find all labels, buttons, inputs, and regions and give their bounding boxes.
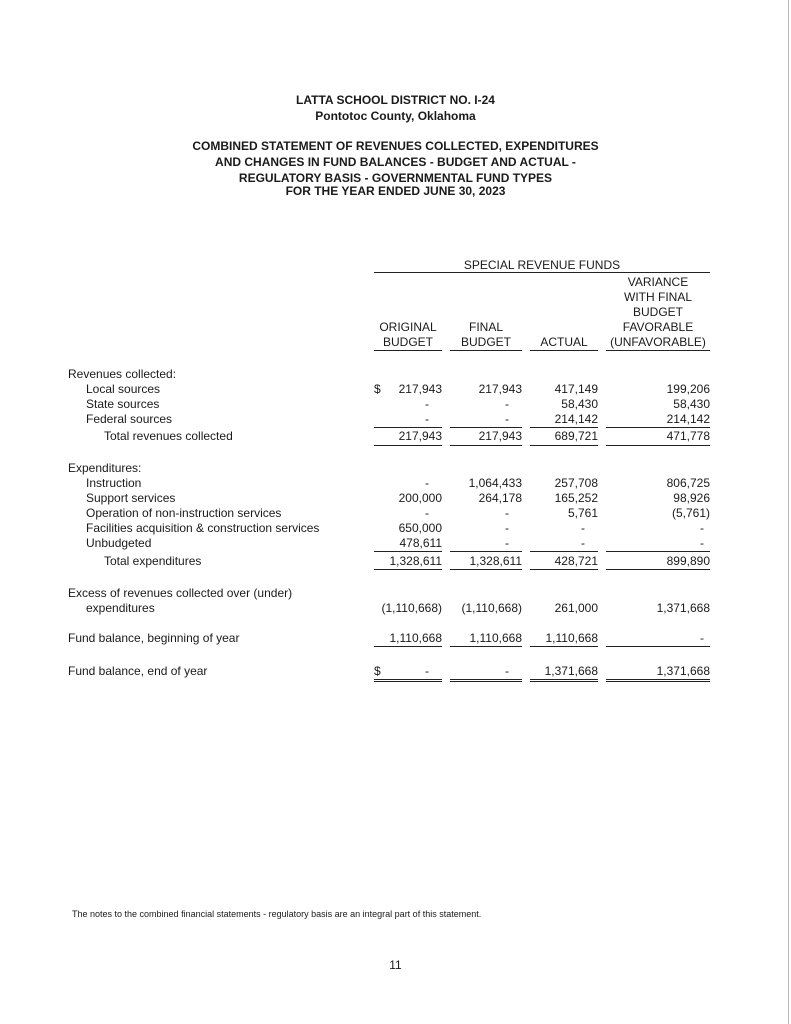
cell-original: - bbox=[425, 397, 429, 411]
cell-original: 200,000 bbox=[398, 491, 442, 505]
subtotal-rule bbox=[606, 646, 710, 647]
fund-group-heading: SPECIAL REVENUE FUNDS bbox=[463, 258, 621, 272]
cell-final: - bbox=[505, 521, 509, 535]
cell-actual: 689,721 bbox=[554, 429, 598, 443]
subtotal-rule bbox=[530, 646, 598, 647]
expenditures-heading: Expenditures: bbox=[68, 461, 142, 475]
cell-actual: 5,761 bbox=[567, 506, 598, 520]
cell-actual: 417,149 bbox=[554, 382, 598, 396]
cell-original: - bbox=[425, 506, 429, 520]
col-final-1: FINAL bbox=[468, 320, 503, 334]
cell-actual: 257,708 bbox=[554, 476, 598, 490]
cell-final: - bbox=[505, 664, 509, 678]
subtotal-rule bbox=[606, 551, 710, 552]
cell-original: 1,110,668 bbox=[389, 631, 442, 645]
cell-final: - bbox=[505, 536, 509, 550]
col-variance-2: WITH FINAL bbox=[624, 290, 692, 304]
cell-variance: 1,371,668 bbox=[656, 601, 710, 615]
cell-original: (1,110,668) bbox=[381, 601, 442, 615]
cell-variance: - bbox=[700, 521, 704, 535]
col-variance-5: (UNFAVORABLE) bbox=[610, 335, 706, 349]
excess-label-2: expenditures bbox=[86, 601, 155, 615]
cell-variance: 199,206 bbox=[666, 382, 710, 396]
subtotal-rule bbox=[530, 427, 598, 428]
row-label: Instruction bbox=[86, 476, 142, 490]
cell-final: - bbox=[505, 412, 509, 426]
cell-original: 478,611 bbox=[399, 536, 442, 550]
cell-final: 217,943 bbox=[478, 382, 522, 396]
cell-actual: 165,252 bbox=[554, 491, 598, 505]
total-expenditures-label: Total expenditures bbox=[104, 554, 202, 568]
cell-variance: 471,778 bbox=[666, 429, 710, 443]
row-label: Unbudgeted bbox=[86, 536, 152, 550]
cell-final: 1,110,668 bbox=[469, 631, 522, 645]
currency-symbol: $ bbox=[374, 664, 381, 678]
cell-final: - bbox=[505, 506, 509, 520]
row-label: Federal sources bbox=[86, 412, 173, 426]
grand-total-rule bbox=[450, 679, 522, 682]
page-number: 11 bbox=[389, 958, 402, 972]
total-rule bbox=[530, 445, 598, 446]
cell-actual: 214,142 bbox=[554, 412, 598, 426]
cell-final: 217,943 bbox=[478, 429, 522, 443]
total-revenues-label: Total revenues collected bbox=[104, 429, 233, 443]
row-label: Facilities acquisition & construction services bbox=[86, 521, 320, 535]
total-rule bbox=[606, 569, 710, 570]
cell-variance: 98,926 bbox=[673, 491, 710, 505]
statement-title-2: AND CHANGES IN FUND BALANCES - BUDGET AND ACTUAL - bbox=[215, 155, 576, 169]
cell-original: 650,000 bbox=[398, 521, 442, 535]
cell-final: (1,110,668) bbox=[461, 601, 522, 615]
col-original-rule bbox=[374, 350, 442, 351]
cell-actual: - bbox=[581, 521, 585, 535]
beginning-balance-label: Fund balance, beginning of year bbox=[68, 631, 240, 645]
cell-original: 217,943 bbox=[398, 429, 442, 443]
statement-title-1: COMBINED STATEMENT OF REVENUES COLLECTED, EXPENDITURES bbox=[192, 139, 599, 153]
district-name: LATTA SCHOOL DISTRICT NO. I-24 bbox=[296, 93, 495, 107]
cell-actual: - bbox=[581, 536, 585, 550]
group-rule bbox=[374, 272, 710, 273]
subtotal-rule bbox=[374, 427, 442, 428]
subtotal-rule bbox=[606, 427, 710, 428]
footnote: The notes to the combined financial statements - regulatory basis are an integral part of this statement. bbox=[72, 909, 482, 919]
currency-symbol: $ bbox=[374, 382, 381, 396]
total-rule bbox=[450, 569, 522, 570]
revenues-heading: Revenues collected: bbox=[68, 367, 177, 381]
county-name: Pontotoc County, Oklahoma bbox=[315, 109, 476, 123]
subtotal-rule bbox=[450, 646, 522, 647]
col-actual-rule bbox=[530, 350, 598, 351]
row-label: Support services bbox=[86, 491, 176, 505]
col-original-1: ORIGINAL bbox=[379, 320, 437, 334]
cell-actual: 428,721 bbox=[554, 554, 598, 568]
ending-balance-label: Fund balance, end of year bbox=[68, 664, 208, 678]
grand-total-rule bbox=[606, 679, 710, 682]
cell-original: 1,328,611 bbox=[389, 554, 442, 568]
col-variance-3: BUDGET bbox=[632, 305, 683, 319]
cell-actual: 1,110,668 bbox=[545, 631, 598, 645]
subtotal-rule bbox=[450, 427, 522, 428]
grand-total-rule bbox=[374, 679, 442, 682]
total-rule bbox=[450, 445, 522, 446]
cell-final: 264,178 bbox=[478, 491, 522, 505]
cell-final: - bbox=[505, 397, 509, 411]
col-actual: ACTUAL bbox=[540, 335, 588, 349]
subtotal-rule bbox=[530, 551, 598, 552]
total-rule bbox=[606, 445, 710, 446]
cell-variance: - bbox=[700, 536, 704, 550]
cell-variance: 58,430 bbox=[673, 397, 710, 411]
cell-original: 217,943 bbox=[398, 382, 442, 396]
cell-actual: 58,430 bbox=[561, 397, 598, 411]
subtotal-rule bbox=[374, 551, 442, 552]
col-variance-4: FAVORABLE bbox=[622, 320, 694, 334]
total-rule bbox=[530, 569, 598, 570]
cell-original: - bbox=[425, 664, 429, 678]
cell-variance: 1,371,668 bbox=[656, 664, 710, 678]
statement-title-3: REGULATORY BASIS - GOVERNMENTAL FUND TYPES bbox=[238, 171, 553, 185]
cell-variance: 214,142 bbox=[666, 412, 710, 426]
col-final-rule bbox=[450, 350, 522, 351]
cell-original: - bbox=[425, 476, 429, 490]
cell-variance: - bbox=[700, 631, 704, 645]
col-final-2: BUDGET bbox=[460, 335, 511, 349]
cell-final: 1,064,433 bbox=[468, 476, 522, 490]
statement-period: FOR THE YEAR ENDED JUNE 30, 2023 bbox=[285, 184, 506, 198]
cell-variance: 899,890 bbox=[666, 554, 710, 568]
cell-final: 1,328,611 bbox=[469, 554, 522, 568]
cell-variance: 806,725 bbox=[666, 476, 710, 490]
total-rule bbox=[374, 445, 442, 446]
col-original-2: BUDGET bbox=[382, 335, 433, 349]
row-label: Local sources bbox=[86, 382, 161, 396]
total-rule bbox=[374, 569, 442, 570]
col-variance-rule bbox=[606, 350, 710, 351]
cell-actual: 1,371,668 bbox=[544, 664, 598, 678]
excess-label-1: Excess of revenues collected over (under) bbox=[68, 586, 293, 600]
subtotal-rule bbox=[450, 551, 522, 552]
cell-variance: (5,761) bbox=[671, 506, 710, 520]
subtotal-rule bbox=[374, 646, 442, 647]
grand-total-rule bbox=[530, 679, 598, 682]
row-label: State sources bbox=[86, 397, 160, 411]
cell-actual: 261,000 bbox=[554, 601, 598, 615]
row-label: Operation of non-instruction services bbox=[86, 506, 282, 520]
cell-original: - bbox=[425, 412, 429, 426]
col-variance-1: VARIANCE bbox=[627, 275, 689, 289]
